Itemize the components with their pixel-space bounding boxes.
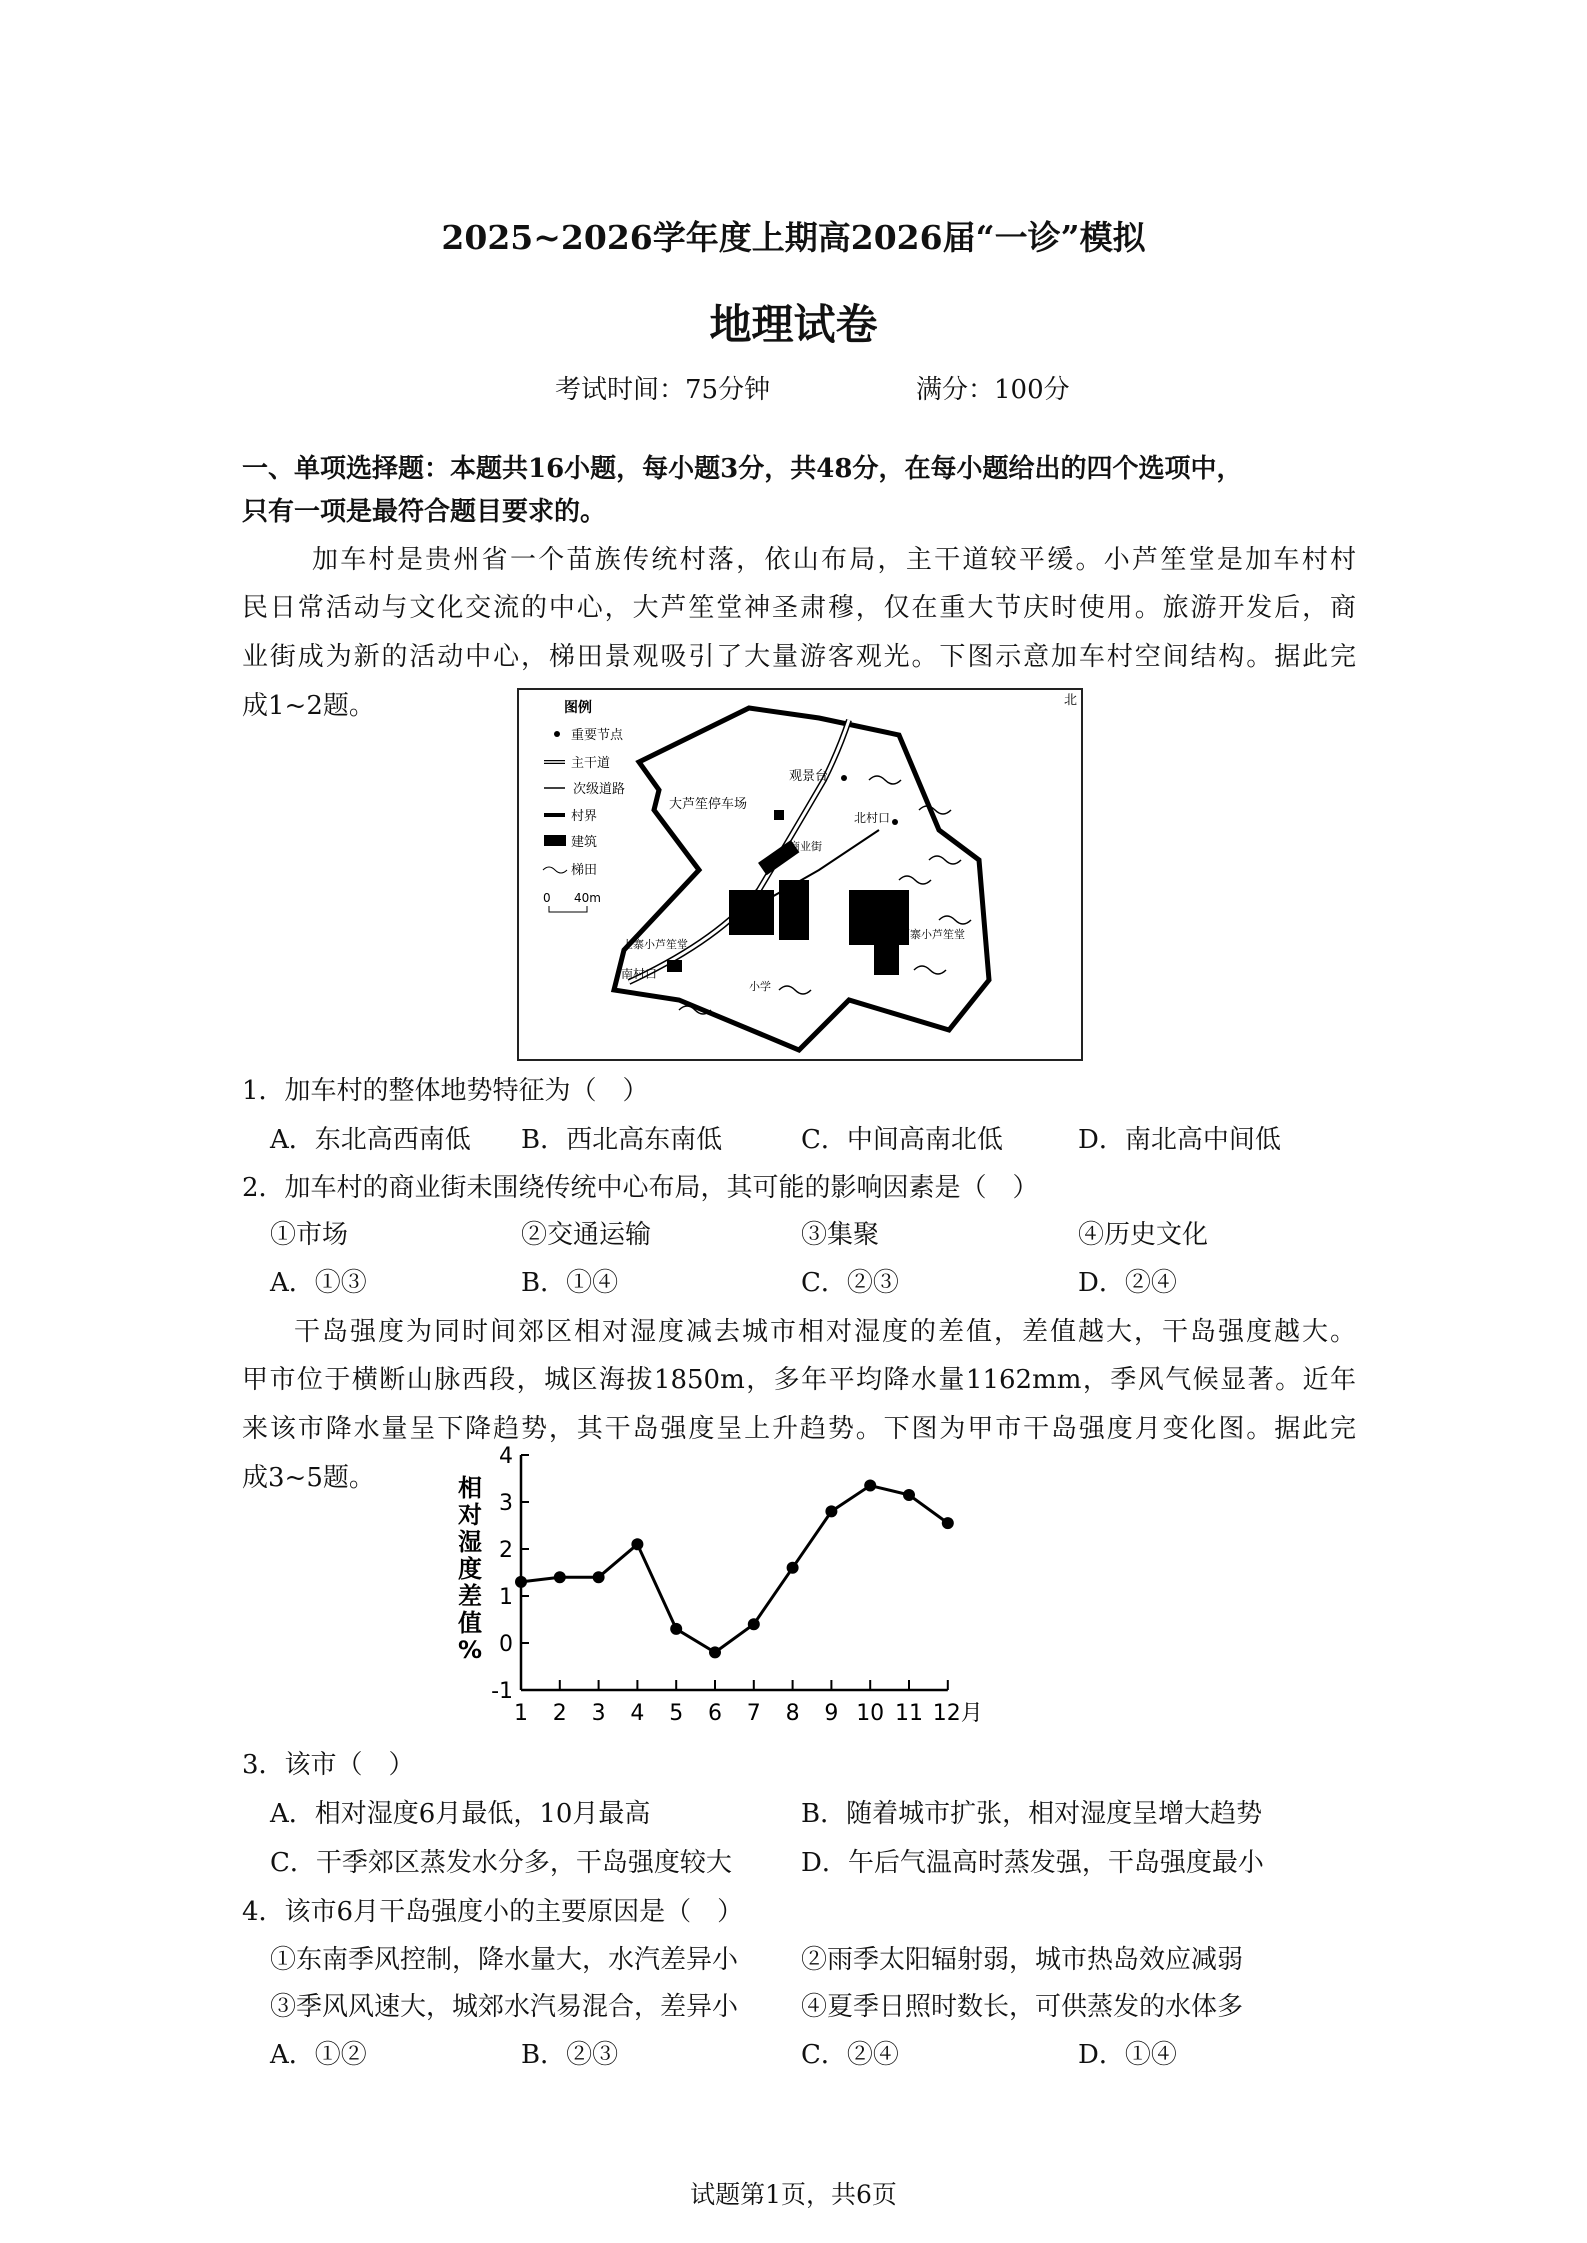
q4-option-c[interactable]: C．②④ (801, 2040, 899, 2070)
map-label: 商业街 (789, 840, 822, 853)
section-heading: 一、单项选择题：本题共16小题，每小题3分，共48分，在每小题给出的四个选项中， (242, 454, 1243, 484)
data-point (748, 1618, 760, 1630)
series-line (521, 1486, 948, 1653)
page-footer: 试题第1页，共6页 (690, 2180, 897, 2209)
q4-stem: 4．该市6月干岛强度小的主要原因是（ ） (242, 1897, 744, 1927)
y-tick-label: 1 (499, 1585, 513, 1610)
q1-option-b[interactable]: B．西北高东南低 (521, 1125, 723, 1155)
data-point (787, 1562, 799, 1574)
q2-option-a[interactable]: A．①③ (270, 1268, 367, 1298)
q2-option-d[interactable]: D．②④ (1078, 1268, 1177, 1298)
village-map (517, 688, 1083, 1061)
y-axis-label-char: 差 (458, 1582, 482, 1610)
x-tick-label: 2 (552, 1701, 567, 1726)
q2-item: ④历史文化 (1078, 1220, 1209, 1250)
x-tick-label: 12月 (932, 1701, 983, 1726)
y-tick-label: 0 (499, 1632, 513, 1657)
scale-40m: 40m (574, 891, 601, 905)
y-axis-label-char: 对 (458, 1501, 482, 1529)
q2-stem: 2．加车村的商业街未围绕传统中心布局，其可能的影响因素是（ ） (242, 1173, 1039, 1203)
section-heading-2: 只有一项是最符合题目要求的。 (242, 497, 607, 527)
north-arrow: 北 (1064, 693, 1078, 708)
y-axis-label-char: % (457, 1636, 483, 1664)
x-tick-label: 7 (746, 1701, 761, 1726)
passage2-line: 来该市降水量呈下降趋势，其干岛强度呈上升趋势。下图为甲市干岛强度月变化图。据此完 (242, 1414, 1356, 1444)
legend-boundary: 村界 (571, 809, 598, 824)
q3-stem: 3．该市（ ） (242, 1750, 415, 1780)
map-label: 观景台 (789, 769, 829, 784)
legend-title: 图例 (564, 700, 592, 716)
q4-item: ②雨季太阳辐射弱，城市热岛效应减弱 (801, 1945, 1244, 1975)
data-point (825, 1505, 837, 1517)
passage2-line: 甲市位于横断山脉西段，城区海拔1850m，多年平均降水量1162mm，季风气候显著。近年 (242, 1365, 1356, 1395)
map-label: 小学 (749, 980, 771, 993)
q2-item: ③集聚 (801, 1220, 880, 1250)
scale-zero: 0 (543, 891, 551, 905)
q4-item: ④夏季日照时数长，可供蒸发的水体多 (801, 1992, 1244, 2022)
legend-building: 建筑 (571, 835, 598, 850)
q2-option-b[interactable]: B．①④ (521, 1268, 619, 1298)
q2-item: ②交通运输 (521, 1220, 652, 1250)
full-score: 满分：100分 (916, 375, 1070, 405)
passage2-line: 干岛强度为同时间郊区相对湿度减去城市相对湿度的差值，差值越大，干岛强度越大。 (294, 1317, 1356, 1347)
legend-terrace: 梯田 (571, 863, 598, 878)
x-tick-label: 3 (591, 1701, 606, 1726)
q1-stem: 1．加车村的整体地势特征为（ ） (242, 1076, 649, 1106)
passage1-line: 业街成为新的活动中心，梯田景观吸引了大量游客观光。下图示意加车村空间结构。据此完 (242, 642, 1356, 672)
data-point (554, 1571, 566, 1583)
x-tick-label: 8 (785, 1701, 800, 1726)
y-axis-label-char: 值 (458, 1609, 482, 1637)
legend-node: 重要节点 (571, 728, 624, 743)
map-label: 上寨小芦笙堂 (622, 938, 688, 951)
passage1-line: 成1~2题。 (242, 691, 375, 721)
x-tick-label: 10 (856, 1701, 885, 1726)
x-tick-label: 6 (708, 1701, 722, 1726)
data-point (709, 1646, 721, 1658)
q3-option-b[interactable]: B．随着城市扩张，相对湿度呈增大趋势 (801, 1799, 1263, 1829)
y-tick-label: 3 (499, 1491, 513, 1516)
q1-option-d[interactable]: D．南北高中间低 (1078, 1125, 1281, 1155)
q3-option-a[interactable]: A．相对湿度6月最低，10月最高 (270, 1799, 651, 1829)
x-tick-label: 4 (630, 1701, 645, 1726)
q4-item: ①东南季风控制，降水量大，水汽差异小 (270, 1945, 739, 1975)
y-axis-label-char: 度 (458, 1555, 482, 1583)
map-label: 大芦笙停车场 (669, 797, 748, 812)
map-label: 下寨小芦笙堂 (899, 928, 965, 941)
x-tick-label: 5 (669, 1701, 684, 1726)
y-tick-label: 4 (499, 1444, 513, 1469)
q4-option-d[interactable]: D．①④ (1078, 2040, 1177, 2070)
q1-option-c[interactable]: C．中间高南北低 (801, 1125, 1003, 1155)
data-point (903, 1489, 915, 1501)
passage2-line: 成3~5题。 (242, 1463, 375, 1493)
q3-option-d[interactable]: D．午后气温高时蒸发强，干岛强度最小 (801, 1848, 1264, 1878)
map-label: 南村口 (621, 967, 658, 981)
legend-main-road: 主干道 (571, 756, 611, 771)
q1-option-a[interactable]: A．东北高西南低 (270, 1125, 471, 1155)
q2-item: ①市场 (270, 1220, 349, 1250)
q4-option-b[interactable]: B．②③ (521, 2040, 619, 2070)
x-tick-label: 1 (514, 1701, 528, 1726)
exam-time: 考试时间：75分钟 (555, 375, 771, 405)
subject-title: 地理试卷 (709, 300, 878, 349)
data-point (864, 1480, 876, 1492)
data-point (631, 1538, 643, 1550)
x-tick-label: 9 (824, 1701, 839, 1726)
data-point (515, 1576, 527, 1588)
data-point (593, 1571, 605, 1583)
q4-option-a[interactable]: A．①② (270, 2040, 367, 2070)
y-axis-label-char: 湿 (458, 1528, 482, 1556)
x-tick-label: 11 (895, 1701, 923, 1726)
q3-option-c[interactable]: C．干季郊区蒸发水分多，干岛强度较大 (270, 1848, 732, 1878)
y-tick-label: -1 (491, 1679, 513, 1704)
legend-secondary-road: 次级道路 (573, 782, 626, 797)
data-point (670, 1623, 682, 1635)
data-point (942, 1517, 954, 1529)
exam-title: 2025~2026学年度上期高2026届“一诊”模拟 (441, 218, 1146, 257)
passage1-line: 加车村是贵州省一个苗族传统村落，依山布局，主干道较平缓。小芦笙堂是加车村村 (312, 545, 1356, 575)
q2-option-c[interactable]: C．②③ (801, 1268, 899, 1298)
y-axis-label-char: 相 (458, 1474, 482, 1502)
y-tick-label: 2 (499, 1538, 513, 1563)
q4-item: ③季风风速大，城郊水汽易混合，差异小 (270, 1992, 739, 2022)
map-label: 北村口 (854, 811, 891, 825)
passage1-line: 民日常活动与文化交流的中心，大芦笙堂神圣肃穆，仅在重大节庆时使用。旅游开发后，商 (242, 593, 1356, 623)
